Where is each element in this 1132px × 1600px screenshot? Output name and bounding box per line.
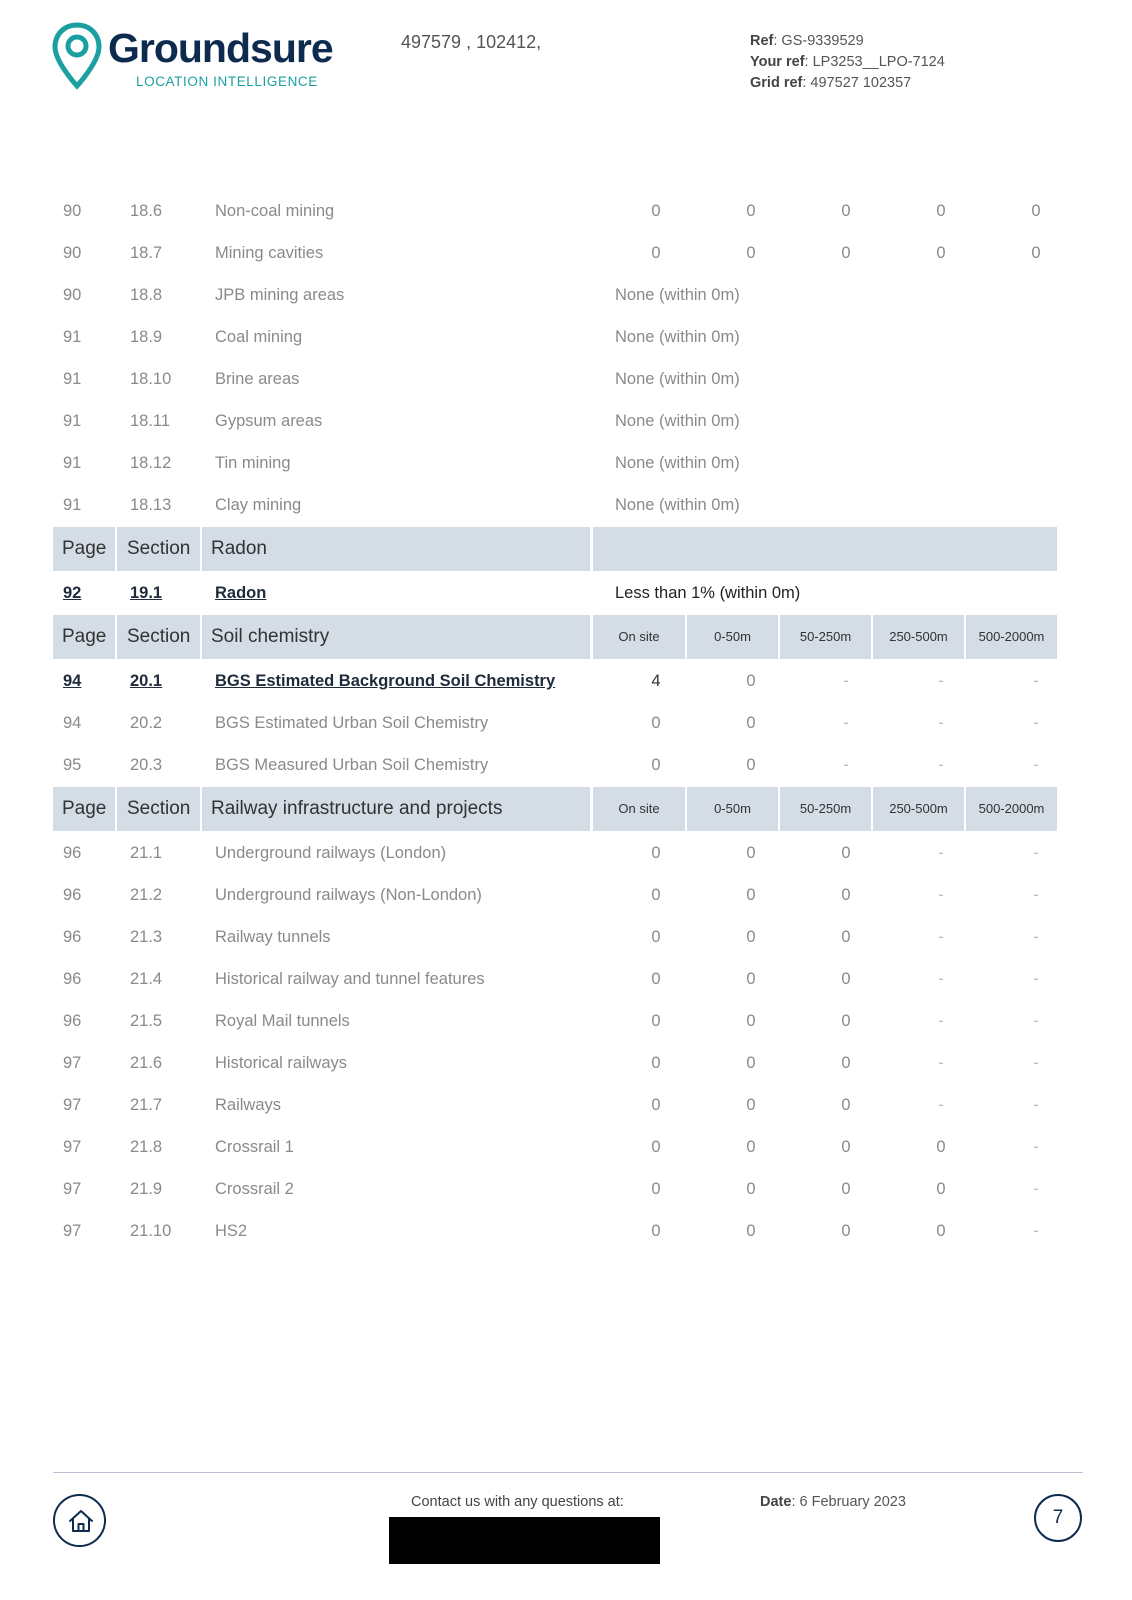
section-header-soil: Page Section Soil chemistry On site 0-50m 50-250m 250-500m 500-2000m: [53, 615, 1083, 659]
section-title: Railway infrastructure and projects: [211, 798, 503, 819]
reference-block: [750, 31, 945, 94]
section-header-railway: Page Section Railway infrastructure and projects On site 0-50m 50-250m 250-500m 500-2000m: [53, 787, 1083, 831]
table-row[interactable]: 94 20.1 BGS Estimated Background Soil Chemistry 4 0 - - -: [53, 660, 1083, 702]
summary-table: [53, 190, 1083, 1252]
table-row: 90 18.6 Non-coal mining 0 0 0 0 0: [63, 202, 1041, 220]
table-row: 96 21.4 Historical railway and tunnel features 0 0 0 - -: [63, 970, 1039, 988]
location-pin-icon: [52, 22, 102, 90]
section-title: Radon: [211, 538, 267, 559]
table-row: 90 18.8 JPB mining areas None (within 0m): [63, 286, 740, 304]
section-link[interactable]: 19.1: [130, 584, 163, 602]
your-ref-line: Your ref: LP3253__LPO-7124: [750, 54, 945, 70]
table-row: 91 18.12 Tin mining None (within 0m): [63, 454, 740, 472]
contact-label: Contact us with any questions at:: [411, 1494, 624, 1510]
table-row: 95 20.3 BGS Measured Urban Soil Chemistry 0 0 - - -: [63, 756, 1039, 774]
soil-chemistry-link[interactable]: BGS Estimated Background Soil Chemistry: [215, 672, 556, 690]
logo-wordmark: Groundsure: [108, 25, 333, 71]
footer-divider: [53, 1472, 1083, 1473]
table-row: 96 21.5 Royal Mail tunnels 0 0 0 - -: [63, 1012, 1039, 1030]
page-number: 7: [1034, 1494, 1082, 1542]
section-title: Soil chemistry: [211, 626, 330, 647]
ref-line: Ref: GS-9339529: [750, 33, 864, 49]
table-row: 91 18.13 Clay mining None (within 0m): [63, 496, 740, 514]
section-link[interactable]: 20.1: [130, 672, 163, 690]
page-link[interactable]: 92: [63, 584, 82, 602]
table-row: 97 21.10 HS2 0 0 0 0 -: [63, 1222, 1039, 1240]
table-row: 96 21.2 Underground railways (Non-London) 0 0 0 - -: [63, 886, 1039, 904]
report-date: Date: 6 February 2023: [760, 1494, 906, 1510]
logo-tagline: LOCATION INTELLIGENCE: [136, 74, 318, 89]
table-row: 96 21.3 Railway tunnels 0 0 0 - -: [63, 928, 1039, 946]
table-row: 97 21.9 Crossrail 2 0 0 0 0 -: [63, 1180, 1039, 1198]
table-row: 91 18.10 Brine areas None (within 0m): [63, 370, 740, 388]
table-row: 91 18.11 Gypsum areas None (within 0m): [63, 412, 740, 430]
table-row: 90 18.7 Mining cavities 0 0 0 0 0: [63, 244, 1041, 262]
section-header-radon: Page Section Radon: [53, 527, 1083, 571]
radon-link[interactable]: Radon: [215, 584, 267, 602]
table-row: 94 20.2 BGS Estimated Urban Soil Chemistry 0 0 - - -: [63, 714, 1039, 732]
home-icon: [67, 1507, 95, 1535]
table-row[interactable]: 92 19.1 Radon Less than 1% (within 0m): [53, 572, 1083, 614]
groundsure-logo: [52, 22, 352, 94]
table-row: 91 18.9 Coal mining None (within 0m): [63, 328, 740, 346]
railway-rows: [53, 832, 1083, 1252]
page-link[interactable]: 94: [63, 672, 82, 690]
grid-ref-line: Grid ref: 497527 102357: [750, 75, 912, 91]
home-button[interactable]: [53, 1494, 106, 1547]
redacted-contact: [389, 1517, 660, 1564]
table-row: 96 21.1 Underground railways (London) 0 0 0 - -: [63, 844, 1039, 862]
site-coordinates: 497579 , 102412,: [401, 32, 542, 52]
table-row: 97 21.6 Historical railways 0 0 0 - -: [63, 1054, 1039, 1072]
table-row: 97 21.8 Crossrail 1 0 0 0 0 -: [63, 1138, 1039, 1156]
table-row: 97 21.7 Railways 0 0 0 - -: [63, 1096, 1039, 1114]
